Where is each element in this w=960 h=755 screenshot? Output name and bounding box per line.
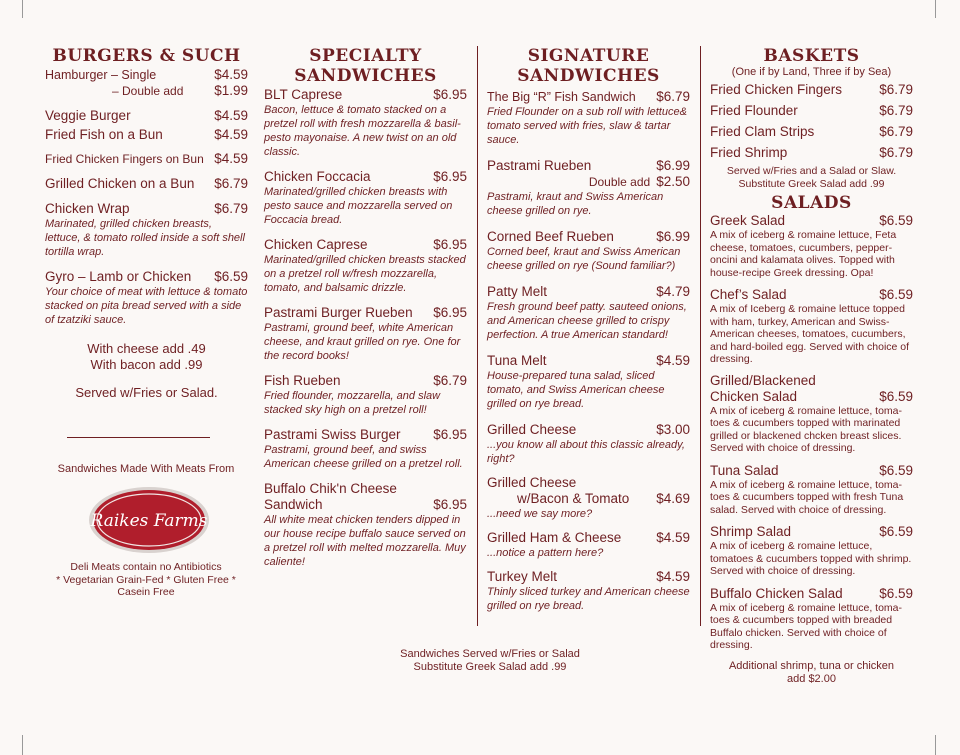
item-name: Grilled Cheese	[487, 422, 577, 437]
item-description: Pastrami, kraut and Swiss American cheese grilled on rye.	[487, 191, 664, 217]
item-option-label: – Double add	[112, 84, 184, 98]
item-name: Fish Rueben	[264, 373, 341, 388]
item-name: Fried Chicken Fingers	[710, 82, 843, 97]
crop-mark	[22, 0, 23, 18]
menu-item	[710, 463, 913, 517]
item-name: Grilled Ham & Cheese	[487, 530, 622, 545]
item-description: Fried flounder, mozzarella, and slaw stacked sky high on a pretzel roll!	[264, 390, 441, 416]
item-name: Buffalo Chicken Salad	[710, 585, 843, 601]
item-price: $6.95	[433, 237, 467, 252]
specialty-heading: SPECIALTY SANDWICHES	[294, 46, 437, 86]
item-name: Pastrami Burger Rueben	[264, 305, 413, 320]
item-price: $6.95	[433, 497, 467, 512]
item-price: $4.59	[656, 353, 690, 368]
item-price: $6.79	[656, 89, 690, 104]
salad-addon-line: Additional shrimp, tuna or chicken	[728, 659, 895, 672]
menu-item	[710, 80, 913, 100]
menu-item	[45, 127, 248, 143]
item-description: Your choice of meat with lettuce & tomato stacked on pita bread served with a side of tzatziki sauce.	[45, 286, 248, 326]
item-name-cont: w/Bacon & Tomato	[517, 491, 630, 506]
menu-item	[487, 158, 690, 218]
deli-note: Casein Free	[117, 586, 175, 598]
column-divider	[700, 46, 701, 626]
menu-item	[264, 373, 467, 417]
menu-item	[264, 481, 467, 569]
menu-item	[45, 269, 248, 285]
item-description: ...you know all about this classic already, right?	[487, 439, 685, 465]
raikes-farms-logo	[88, 485, 210, 555]
item-price: $4.59	[214, 108, 248, 123]
menu-item	[45, 108, 248, 124]
item-name-cont: Chicken Salad	[710, 388, 798, 404]
item-option-label: Double add	[588, 175, 651, 189]
menu-item	[710, 373, 913, 455]
item-name: Corned Beef Rueben	[487, 229, 614, 244]
item-description: House-prepared tuna salad, sliced tomato, and Swiss American cheese grilled on rye bread.	[487, 370, 665, 410]
item-name: Fried Clam Strips	[710, 124, 815, 139]
item-price: $4.59	[214, 127, 248, 142]
menu-item	[264, 305, 467, 363]
item-name-cont: Sandwich	[264, 497, 323, 512]
crop-mark	[935, 735, 936, 755]
item-description: Pastrami, ground beef, and swiss American cheese grilled on a pretzel roll.	[264, 444, 463, 470]
menu-item-option	[45, 83, 248, 99]
item-name: Gyro – Lamb or Chicken	[45, 269, 192, 284]
item-price: $6.95	[433, 305, 467, 320]
item-price: $6.99	[656, 158, 690, 173]
deli-note: * Vegetarian Grain-Fed * Gluten Free *	[56, 573, 236, 586]
item-description: Marinated/grilled chicken breasts with pesto sauce and mozzarella served on Foccacia bread.	[264, 186, 453, 226]
menu-item	[45, 201, 248, 217]
footer-line: Substitute Greek Salad add .99	[413, 661, 567, 673]
item-name: Fried Chicken Fingers on Bun	[45, 152, 204, 166]
item-description: A mix of iceberg & romaine lettuce, tomatoes & cucumbers topped with shrimp. Served with choice of dressing.	[710, 540, 912, 577]
item-name: Grilled/Blackened	[710, 372, 816, 388]
item-description: Bacon, lettuce & tomato stacked on a pretzel roll with fresh mozzarella & basil-pesto mayonaise. A new twist on an old classic.	[264, 104, 461, 158]
salad-addon	[710, 660, 913, 686]
item-price: $6.79	[214, 201, 248, 216]
item-description: Marinated, grilled chicken breasts, lettuce, & tomato rolled inside a soft shell tortilla wrap.	[45, 218, 245, 258]
menu-item	[710, 213, 913, 279]
item-price: $6.79	[879, 82, 913, 97]
column-divider	[477, 46, 478, 626]
menu-item	[710, 287, 913, 366]
item-description: A mix of iceberg & romaine lettuce, Feta cheese, tomatoes, cucumbers, pepper-oncini and kalamata olives. Topped with house-recipe Greek dressing. Opa!	[710, 229, 897, 279]
item-description: A mix of iceberg & romaine lettuce, toma-toes & cucumbers topped with marinated grilled or blackened chcken breast slices. Served with choice of dressing.	[710, 404, 902, 454]
item-price: $6.59	[879, 287, 913, 302]
item-option-price: $2.50	[656, 174, 690, 189]
burgers-column	[45, 46, 248, 401]
sandwich-footer	[340, 648, 640, 674]
item-price: $6.59	[879, 585, 913, 601]
menu-item	[710, 586, 913, 652]
item-price: $6.59	[879, 524, 913, 539]
menu-item	[264, 427, 467, 471]
salad-addon-line: add $2.00	[787, 672, 836, 685]
item-price: $6.79	[214, 176, 248, 191]
menu-item	[710, 121, 913, 142]
menu-item	[710, 524, 913, 578]
baskets-subtitle: (One if by Land, Three if by Sea)	[731, 66, 892, 78]
item-description: Thinly sliced turkey and American cheese grilled on rye bread.	[487, 586, 690, 612]
item-price: $4.79	[656, 284, 690, 299]
item-name: The Big “R” Fish Sandwich	[487, 90, 636, 104]
item-price: $4.59	[656, 530, 690, 545]
menu-item	[487, 422, 690, 466]
menu-item	[487, 353, 690, 411]
crop-mark	[935, 0, 936, 18]
item-description: Corned beef, kraut and Swiss American cheese grilled on rye (Sound familiar?)	[487, 246, 681, 272]
item-description: A mix of iceberg & romaine lettuce, toma-toes & cucumbers topped with fresh Tuna salad. Served with choice of dressing.	[710, 478, 904, 516]
item-name: Fried Fish on a Bun	[45, 127, 163, 142]
item-name: Tuna Salad	[710, 462, 779, 478]
baskets-note: Substitute Greek Salad add .99	[738, 178, 885, 190]
deli-note: Deli Meats contain no Antibiotics	[70, 561, 222, 573]
meats-from-label: Sandwiches Made With Meats From	[57, 463, 235, 475]
item-price: $4.59	[214, 67, 248, 82]
item-name: Pastrami Rueben	[487, 158, 592, 173]
item-description: All white meat chicken tenders dipped in our house recipe buffalo sauce served on a pretzel roll with melted mozzarella. Muy caliente!	[264, 514, 466, 568]
item-price: $6.79	[879, 145, 913, 160]
item-description: ...need we say more?	[487, 508, 593, 520]
menu-item	[487, 284, 690, 342]
menu-item	[264, 169, 467, 227]
item-option-price: $1.99	[214, 83, 248, 98]
crop-mark	[22, 735, 23, 755]
baskets-salads-column	[710, 46, 913, 686]
menu-item	[264, 87, 467, 159]
item-price: $6.59	[879, 388, 913, 404]
specialty-column	[264, 46, 467, 569]
item-name: Patty Melt	[487, 284, 548, 299]
item-name: BLT Caprese	[264, 87, 343, 102]
item-name: Chicken Foccacia	[264, 169, 371, 184]
signature-column	[487, 46, 690, 613]
menu-item	[45, 67, 248, 83]
item-name: Grilled Chicken on a Bun	[45, 176, 195, 191]
baskets-heading: BASKETS	[763, 46, 860, 66]
item-price: $6.95	[433, 87, 467, 102]
item-name: Fried Shrimp	[710, 145, 788, 160]
cheese-addon: With cheese add .49	[87, 341, 206, 356]
salads-heading: SALADS	[771, 193, 852, 213]
item-price: $6.59	[879, 462, 913, 478]
item-price: $6.95	[433, 427, 467, 442]
item-name: Buffalo Chik'n Cheese	[264, 481, 397, 496]
item-price: $4.69	[656, 491, 690, 506]
menu-item	[710, 100, 913, 121]
item-price: $6.79	[433, 373, 467, 388]
baskets-note: Served w/Fries and a Salad or Slaw.	[726, 165, 897, 177]
item-name: Hamburger – Single	[45, 68, 157, 82]
menu-item	[487, 569, 690, 613]
item-price: $6.95	[433, 169, 467, 184]
menu-item	[710, 142, 913, 163]
item-price: $4.59	[656, 569, 690, 584]
item-price: $4.59	[214, 151, 248, 166]
served-note: Served w/Fries or Salad.	[75, 385, 218, 400]
item-name: Shrimp Salad	[710, 524, 792, 539]
menu-item	[45, 176, 248, 192]
burgers-heading: BURGERS & SUCH	[52, 46, 241, 66]
menu-item	[487, 229, 690, 273]
item-name: Tuna Melt	[487, 353, 547, 368]
item-price: $3.00	[656, 422, 690, 437]
item-price: $6.59	[214, 269, 248, 284]
item-price: $6.99	[656, 229, 690, 244]
item-description: Pastrami, ground beef, white American cheese, and kraut grilled on rye. One for the record books!	[264, 322, 461, 362]
menu-item	[264, 237, 467, 295]
divider	[67, 437, 210, 438]
item-price: $6.79	[879, 124, 913, 139]
item-name: Chicken Caprese	[264, 237, 368, 252]
item-name: Fried Flounder	[710, 103, 798, 118]
item-description: ...notice a pattern here?	[487, 547, 604, 559]
item-description: A mix of Iceberg & romaine lettuce topped with ham, turkey, American and Swiss-American cheeses, tomatoes, cucumbers, and hard-boiled egg. Served with choice of dressing.	[710, 303, 910, 365]
footer-line: Sandwiches Served w/Fries or Salad	[400, 648, 580, 660]
item-name: Turkey Melt	[487, 569, 558, 584]
menu-item	[487, 475, 690, 521]
item-description: Fresh ground beef patty. sauteed onions, and American cheese grilled to crispy perfection. A true American standard!	[487, 301, 687, 341]
deli-notes	[40, 561, 252, 599]
bacon-addon: With bacon add .99	[90, 357, 203, 372]
item-name: Chef’s Salad	[710, 287, 787, 302]
item-name: Veggie Burger	[45, 108, 131, 123]
item-price: $6.59	[879, 213, 913, 228]
svg-text:Raikes Farms: Raikes Farms	[90, 511, 208, 531]
signature-heading: SIGNATURE SANDWICHES	[517, 46, 660, 86]
item-name: Greek Salad	[710, 213, 786, 228]
item-description: Fried Flounder on a sub roll with lettuce& tomato served with fries, slaw & tartar sauce.	[487, 106, 687, 146]
item-description: Marinated/grilled chicken breasts stacked on a pretzel roll w/fresh mozzarella, tomato, and balsamic drizzle.	[264, 254, 466, 294]
menu-item	[487, 530, 690, 560]
menu-item	[45, 151, 248, 167]
item-price: $6.79	[879, 103, 913, 118]
item-name: Grilled Cheese	[487, 475, 577, 490]
item-description: A mix of iceberg & romaine lettuce, toma-toes & cucumbers topped with breaded Buffalo chicken. Served with choice of dressing.	[710, 601, 902, 651]
item-name: Chicken Wrap	[45, 201, 130, 216]
item-name: Pastrami Swiss Burger	[264, 427, 401, 442]
menu-item	[487, 89, 690, 147]
